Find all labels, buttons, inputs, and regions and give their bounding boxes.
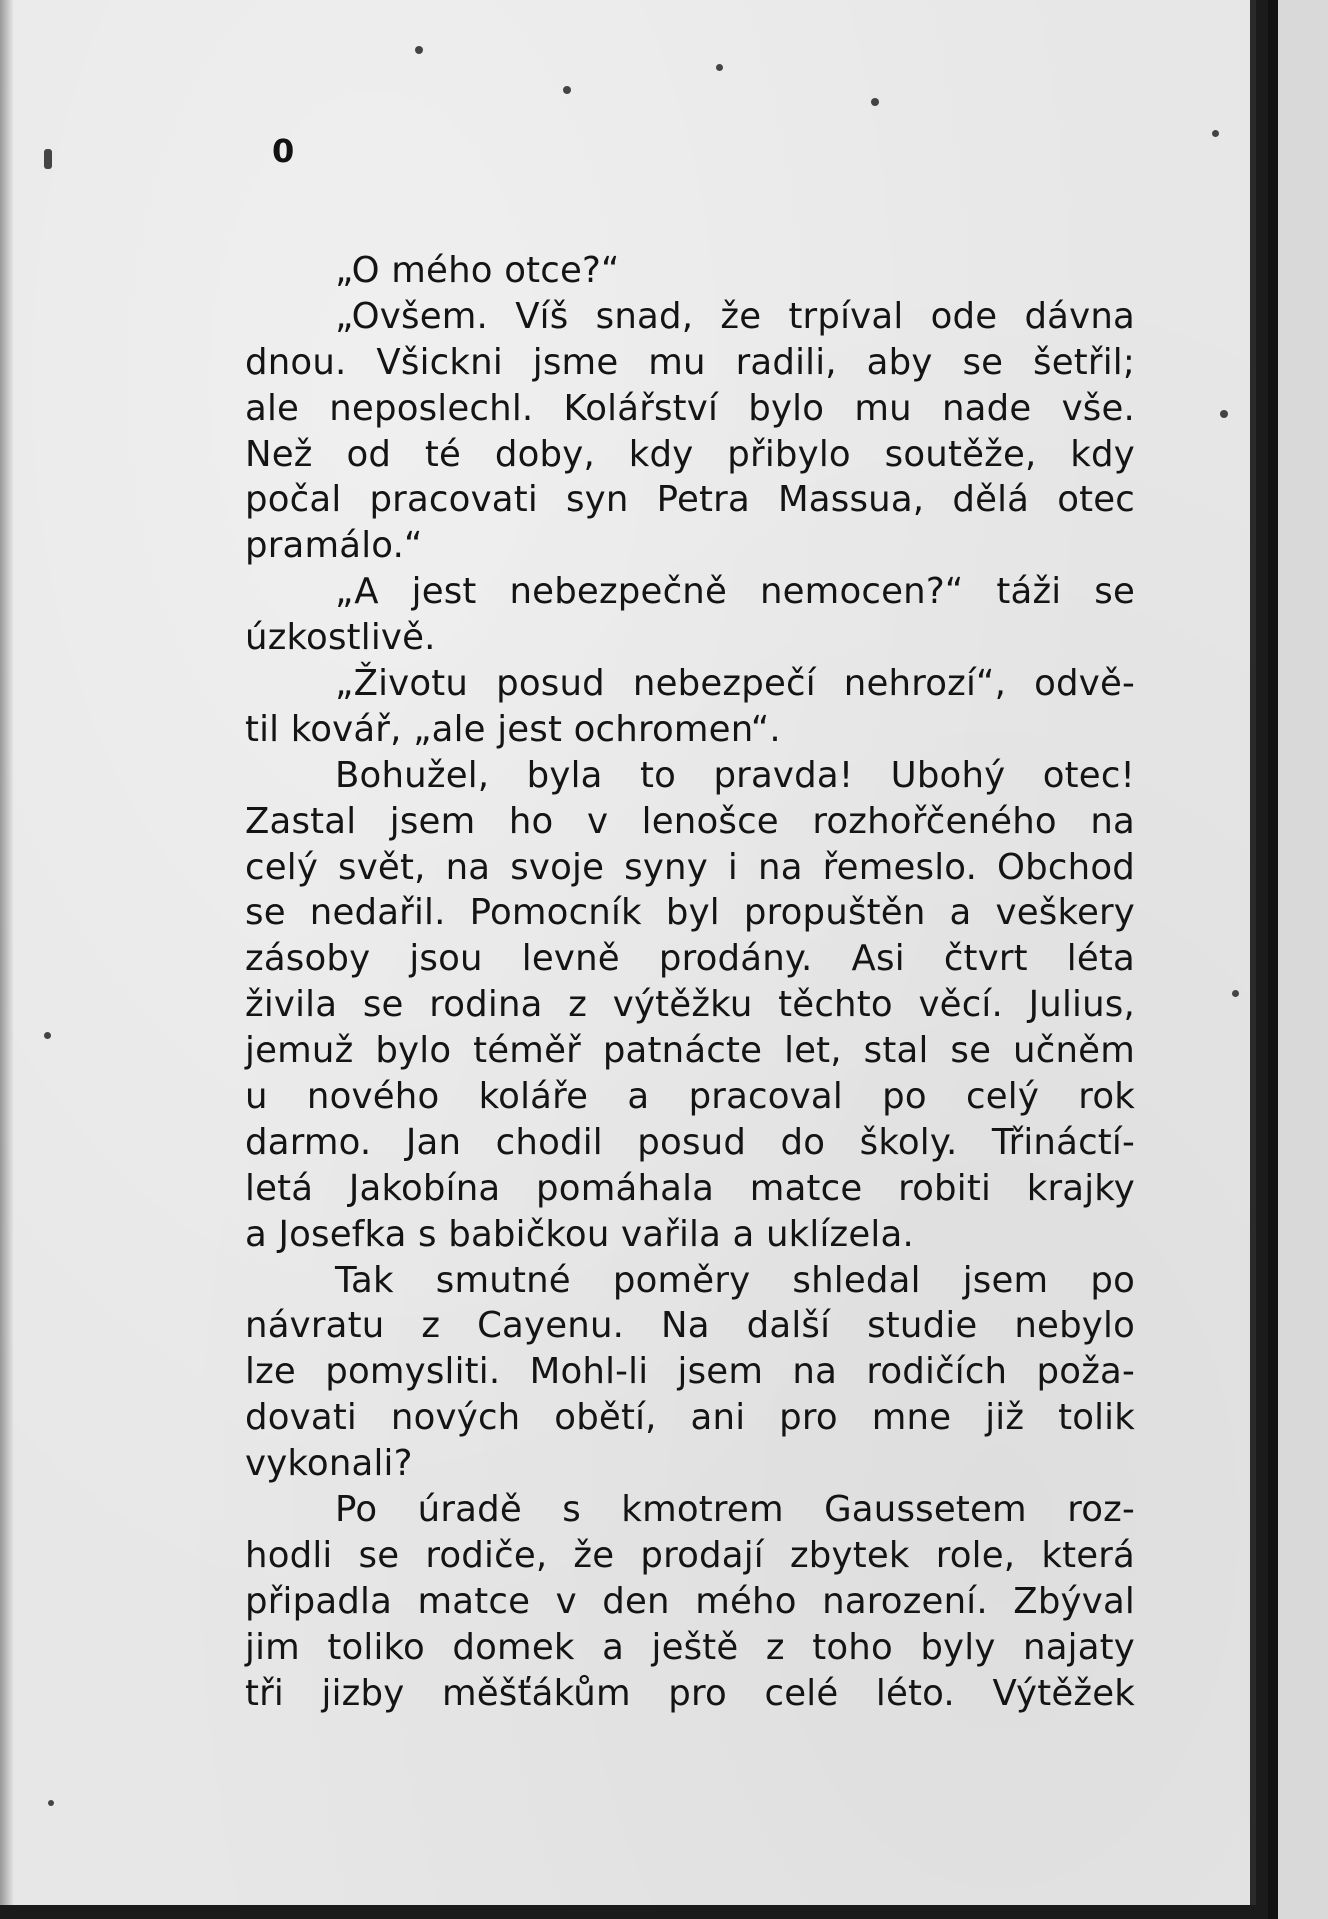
text-line: počal pracovati syn Petra Massua, dělá otec xyxy=(245,479,1135,521)
text-line: u nového koláře a pracoval po celý rok xyxy=(245,1076,1135,1118)
text-line: vykonali? xyxy=(245,1443,413,1485)
text-line: Zastal jsem ho v lenošce rozhořčeného na xyxy=(245,800,1135,842)
text-line: „O mého otce?“ xyxy=(335,250,620,291)
text-line: zásoby jsou levně prodány. Asi čtvrt léta xyxy=(245,938,1135,980)
text-line: celý svět, na svoje syny i na řemeslo. Obchod xyxy=(245,846,1135,888)
text-line: pramálo.“ xyxy=(245,525,423,567)
text-line: ale neposlechl. Kolářství bylo mu nade vše. xyxy=(245,387,1135,429)
speck xyxy=(1220,410,1228,418)
text-line: návratu z Cayenu. Na další studie nebylo xyxy=(245,1305,1135,1347)
body-text xyxy=(245,248,1135,1717)
text-line: „Životu posud nebezpečí nehrozí“, odvě- xyxy=(335,663,1135,705)
page-gutter-shadow xyxy=(0,0,14,1905)
speck xyxy=(48,1800,54,1806)
text-line: letá Jakobína pomáhala matce robiti krajky xyxy=(245,1167,1135,1209)
text-line: Než od té doby, kdy přibylo soutěže, kdy xyxy=(245,433,1135,475)
text-line: til kovář, „ale jest ochromen“. xyxy=(245,708,781,750)
text-line: dnou. Všickni jsme mu radili, aby se šetřil; xyxy=(245,341,1135,383)
speck xyxy=(44,1032,51,1039)
speck xyxy=(563,86,571,94)
speck xyxy=(1212,130,1219,137)
speck xyxy=(1232,990,1239,997)
text-line: tři jizby měšťákům pro celé léto. Výtěžek xyxy=(245,1672,1135,1714)
speck xyxy=(716,64,723,71)
text-line: lze pomysliti. Mohl-li jsem na rodičích poža- xyxy=(245,1351,1135,1393)
speck xyxy=(44,149,52,169)
text-line: darmo. Jan chodil posud do školy. Třináctí- xyxy=(245,1121,1135,1163)
text-line: a Josefka s babičkou vařila a uklízela. xyxy=(245,1213,914,1255)
text-line: živila se rodina z výtěžku těchto věcí. Julius, xyxy=(245,984,1135,1026)
text-line: „Ovšem. Víš snad, že trpíval ode dávna xyxy=(335,295,1135,337)
text-line: jemuž bylo téměř patnácte let, stal se učněm xyxy=(245,1030,1135,1072)
text-line: Tak smutné poměry shledal jsem po xyxy=(335,1259,1135,1301)
text-line: Bohužel, byla to pravda! Ubohý otec! xyxy=(335,754,1135,796)
adjacent-page-edge xyxy=(1268,0,1328,1919)
text-line: dovati nových obětí, ani pro mne již tolik xyxy=(245,1397,1135,1439)
speck xyxy=(871,98,879,106)
text-line: připadla matce v den mého narození. Zbýval xyxy=(245,1580,1135,1622)
text-line: hodli se rodiče, že prodají zbytek role, která xyxy=(245,1534,1135,1576)
text-line: jim toliko domek a ještě z toho byly najaty xyxy=(245,1626,1135,1668)
speck xyxy=(415,46,423,54)
text-line: „A jest nebezpečně nemocen?“ táži se xyxy=(335,571,1135,613)
text-line: Po úradě s kmotrem Gaussetem roz- xyxy=(335,1489,1135,1531)
text-line: se nedařil. Pomocník byl propuštěn a veškery xyxy=(245,892,1135,934)
text-line: úzkostlivě. xyxy=(245,617,436,659)
page-number: 0 xyxy=(272,132,295,170)
